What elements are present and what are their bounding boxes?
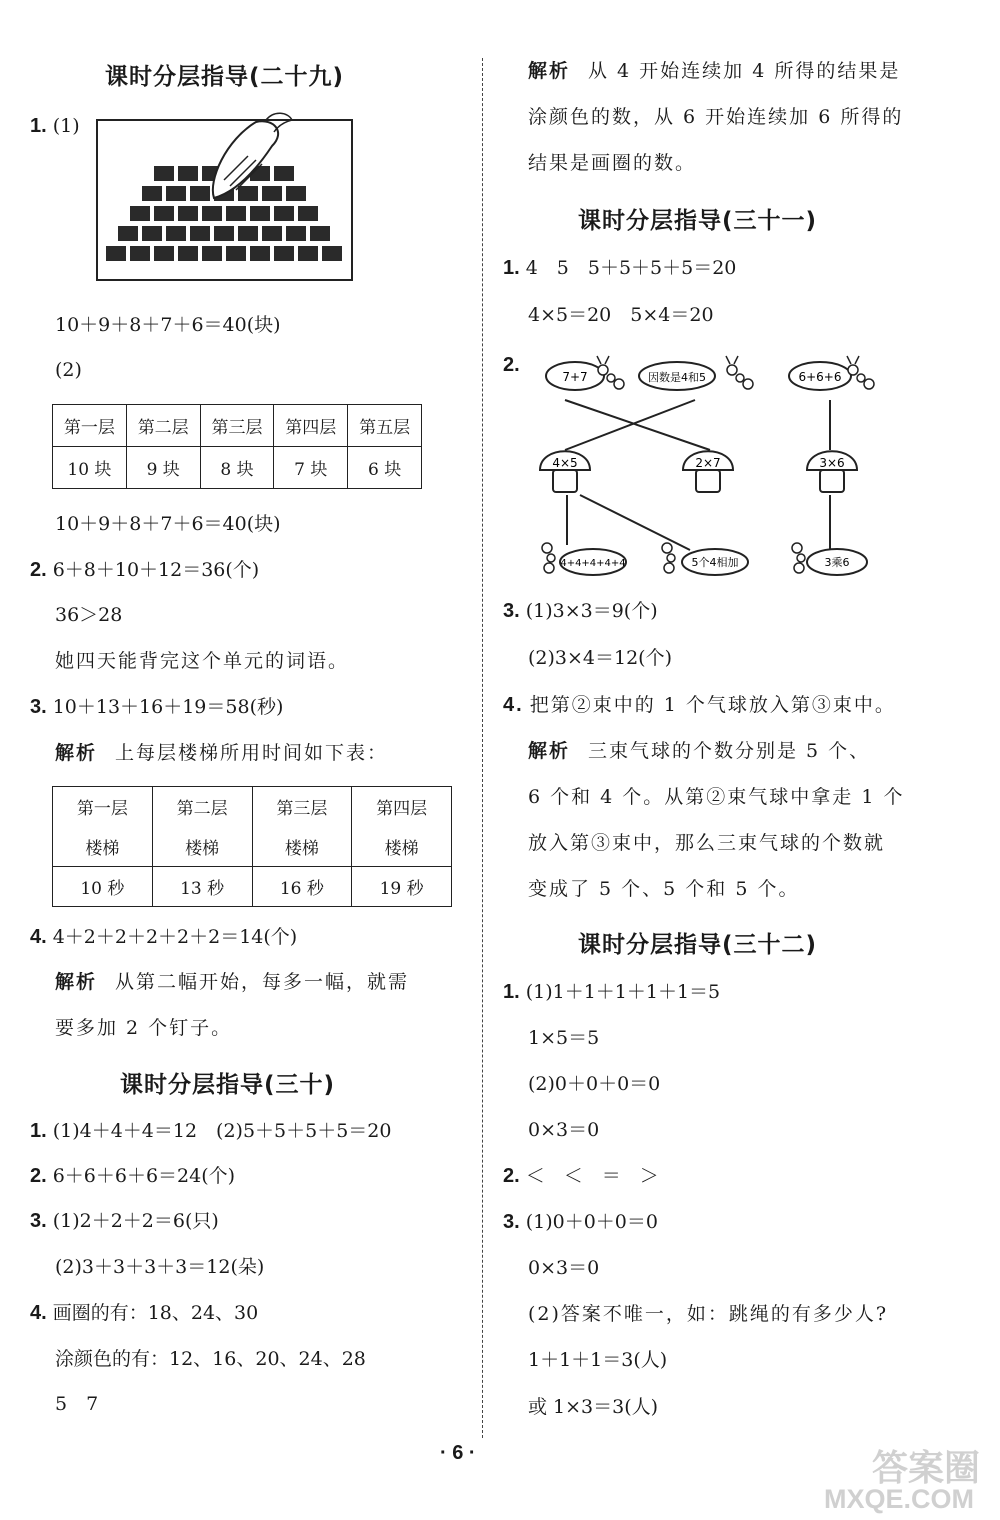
q2-equation: 2. 6＋8＋10＋12＝36(个) <box>30 559 260 581</box>
table-header-cell: 第二层 <box>126 405 200 447</box>
table-row <box>53 447 422 489</box>
q2-comparison: 36＞28 <box>55 604 123 626</box>
brick <box>238 226 258 241</box>
t31-analysis-2: 6 个和 4 个。从第②束气球中拿走 1 个 <box>528 786 905 808</box>
table-cell: 7 块 <box>274 447 348 489</box>
brick <box>178 246 198 261</box>
layers-table <box>52 404 422 489</box>
stairs-table <box>52 786 452 907</box>
watermark-url: MXQE.COM <box>824 1484 975 1514</box>
section-title-29: 课时分层指导(二十九) <box>105 64 345 90</box>
section-title-31: 课时分层指导(三十一) <box>578 208 818 234</box>
brick <box>166 186 186 201</box>
watermark-brand: 答案圈 <box>872 1447 981 1488</box>
t30-q3b: (2)3＋3＋3＋3＝12(朵) <box>55 1256 265 1278</box>
top-ovals <box>546 362 851 390</box>
t30-q4a: 4. 画圈的有：18、24、30 <box>30 1302 259 1324</box>
table-header-cell: 第一层 <box>53 405 127 447</box>
brick <box>226 246 246 261</box>
table-header-cell: 楼梯 <box>152 827 252 867</box>
brick <box>322 246 342 261</box>
q4-analysis-2: 要多加 2 个钉子。 <box>55 1017 233 1039</box>
svg-text:6+6+6: 6+6+6 <box>798 370 842 384</box>
table-cell: 10 块 <box>53 447 127 489</box>
top-analysis-1: 解析 从 4 开始连续加 4 所得的结果是 <box>528 60 901 82</box>
brick <box>214 226 234 241</box>
table-cell: 10 秒 <box>53 867 153 907</box>
brick <box>274 166 294 181</box>
table-header-cell: 第二层 <box>152 787 252 827</box>
table-header-cell: 楼梯 <box>352 827 452 867</box>
matching-diagram <box>535 350 880 590</box>
svg-text:4+4+4+4+4: 4+4+4+4+4 <box>560 558 626 569</box>
top-analysis-2: 涂颜色的数，从 6 开始连续加 6 所得的 <box>528 106 904 128</box>
svg-text:7+7: 7+7 <box>562 370 588 384</box>
t32-q3b: 0×3＝0 <box>528 1257 600 1279</box>
t30-q4b: 涂颜色的有：12、16、20、24、28 <box>55 1348 366 1370</box>
table-header-cell: 第三层 <box>252 787 352 827</box>
t32-q1b: 1×5＝5 <box>528 1027 600 1049</box>
t30-q3a: 3. (1)2＋2＋2＝6(只) <box>30 1210 219 1232</box>
table-cell: 6 块 <box>348 447 422 489</box>
table-header-cell: 第五层 <box>348 405 422 447</box>
t32-q2: 2. ＜ ＜ ＝ ＞ <box>503 1165 659 1187</box>
brick <box>142 186 162 201</box>
q1-equation-2: 10＋9＋8＋7＋6＝40(块) <box>55 513 281 535</box>
t30-q2: 2. 6＋6＋6＋6＝24(个) <box>30 1165 236 1187</box>
t32-q3d: 1＋1＋1＝3(人) <box>528 1349 668 1371</box>
t31-analysis-4: 变成了 5 个、5 个和 5 个。 <box>528 878 800 900</box>
table-cell: 19 秒 <box>352 867 452 907</box>
q1-equation-1: 10＋9＋8＋7＋6＝40(块) <box>55 314 281 336</box>
brick <box>202 246 222 261</box>
brick <box>274 246 294 261</box>
section-title-32: 课时分层指导(三十二) <box>578 932 818 958</box>
q1-number: 1. (1) <box>30 115 80 137</box>
brick <box>130 206 150 221</box>
brick <box>130 246 150 261</box>
t31-q4: 4. 把第②束中的 1 个气球放入第③束中。 <box>503 694 896 716</box>
page-number: · 6 · <box>440 1442 476 1464</box>
brick <box>286 226 306 241</box>
bottom-ovals <box>560 549 867 575</box>
table-header-cell: 楼梯 <box>252 827 352 867</box>
t31-q1a: 1. 4 5 5＋5＋5＋5＝20 <box>503 257 737 279</box>
brick <box>238 186 258 201</box>
t31-analysis-3: 放入第③束中，那么三束气球的个数就 <box>528 832 886 854</box>
table-cell: 16 秒 <box>252 867 352 907</box>
brick <box>190 226 210 241</box>
brick <box>202 206 222 221</box>
table-cell: 13 秒 <box>152 867 252 907</box>
t32-q1c: (2)0＋0＋0＝0 <box>528 1073 661 1095</box>
brick <box>298 246 318 261</box>
t32-q1d: 0×3＝0 <box>528 1119 600 1141</box>
table-header-cell: 楼梯 <box>53 827 153 867</box>
svg-text:3×6: 3×6 <box>819 456 845 470</box>
brick <box>310 226 330 241</box>
q3-equation: 3. 10＋13＋16＋19＝58(秒) <box>30 696 284 718</box>
brick <box>250 206 270 221</box>
svg-text:4×5: 4×5 <box>552 456 578 470</box>
t31-q1b: 4×5＝20 5×4＝20 <box>528 304 714 326</box>
t31-analysis-1: 解析 三束气球的个数分别是 5 个、 <box>528 740 871 762</box>
t32-q3e: 或 1×3＝3(人) <box>528 1396 659 1418</box>
table-header-cell: 第四层 <box>352 787 452 827</box>
q4-equation: 4. 4＋2＋2＋2＋2＋2＝14(个) <box>30 926 298 948</box>
mushroom-icon <box>540 451 857 492</box>
top-analysis-3: 结果是画圈的数。 <box>528 152 697 174</box>
brick <box>298 206 318 221</box>
brick <box>274 206 294 221</box>
brick <box>178 166 198 181</box>
t31-q3b: (2)3×4＝12(个) <box>528 647 673 669</box>
q2-answer: 她四天能背完这个单元的词语。 <box>55 650 350 672</box>
q1-sub-2: (2) <box>55 359 82 381</box>
table-row <box>53 827 452 867</box>
q4-analysis-1: 解析 从第二幅开始，每多一幅，就需 <box>55 971 410 993</box>
table-header-cell: 第一层 <box>53 787 153 827</box>
t31-q3a: 3. (1)3×3＝9(个) <box>503 600 658 622</box>
brick <box>262 226 282 241</box>
section-title-30: 课时分层指导(三十) <box>120 1072 336 1098</box>
q3-analysis: 解析 上每层楼梯所用时间如下表： <box>55 742 389 764</box>
table-cell: 8 块 <box>200 447 274 489</box>
brick-pyramid-figure <box>96 110 354 282</box>
t30-q4c: 5 7 <box>55 1393 99 1415</box>
brick <box>286 186 306 201</box>
svg-text:因数是4和5: 因数是4和5 <box>648 371 706 384</box>
column-divider <box>482 58 483 1438</box>
table-row <box>53 867 452 907</box>
brick <box>154 166 174 181</box>
table-cell: 9 块 <box>126 447 200 489</box>
brick <box>250 246 270 261</box>
brick <box>166 226 186 241</box>
table-row <box>53 787 452 827</box>
brick <box>154 206 174 221</box>
brick <box>262 186 282 201</box>
table-header-cell: 第三层 <box>200 405 274 447</box>
brick <box>106 246 126 261</box>
t32-q3c: (2)答案不唯一，如：跳绳的有多少人? <box>528 1303 889 1325</box>
t31-q2-number: 2. <box>503 354 520 376</box>
svg-text:3乘6: 3乘6 <box>824 556 850 569</box>
brick <box>178 206 198 221</box>
svg-text:2×7: 2×7 <box>695 456 721 470</box>
brick <box>118 226 138 241</box>
t32-q3a: 3. (1)0＋0＋0＝0 <box>503 1211 658 1233</box>
table-row <box>53 405 422 447</box>
t32-q1a: 1. (1)1＋1＋1＋1＋1＝5 <box>503 981 721 1003</box>
brick <box>190 186 210 201</box>
t30-q1: 1. (1)4＋4＋4＝12 (2)5＋5＋5＋5＝20 <box>30 1120 392 1142</box>
table-header-cell: 第四层 <box>274 405 348 447</box>
svg-text:5个4相加: 5个4相加 <box>691 556 739 569</box>
brick <box>142 226 162 241</box>
brick <box>226 206 246 221</box>
brick <box>154 246 174 261</box>
